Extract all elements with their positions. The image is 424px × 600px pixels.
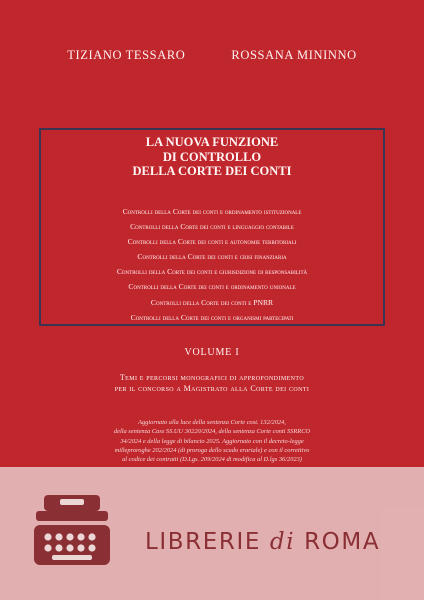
watermark-brand [145,529,380,555]
contents-line: Controlli della Corte dei conti e ordinamento unionale [128,282,296,292]
subtitle-line: Temi e percorsi monografici di approfondimento [119,373,305,382]
note-line: al codice dei contratti (D.Lgs. 209/2024 di modifica al D.lgs 36/2023) [122,456,302,464]
book-title [41,135,383,179]
contents-list [41,204,383,325]
volume-label: VOLUME I [184,347,240,358]
title-line: LA NUOVA FUNZIONE [145,135,279,149]
brand-main: LIBRERIE [145,529,270,555]
note-line: Aggiornato alla luce della sentenza Corte cost. 132/2024, [138,419,286,426]
authors [0,48,424,63]
contents-line: Controlli della Corte dei conti e ordinamento istituzionale [122,207,302,216]
contents-line: Controlli della Corte dei conti e linguaggio contabile [130,222,294,232]
contents-line: Controlli della Corte dei conti e crisi finanziaria [137,252,287,262]
subtitle [0,372,424,394]
note-line: della sentenza Cass SS.UU 30220/2024, della sentenza Corte conti SSRRCO [113,428,311,436]
title-line: DELLA CORTE DEI CONTI [132,164,292,178]
contents-line: Controlli della Corte dei conti e PNRR [150,297,274,307]
contents-line: Controlli della Corte dei conti e autonomie territoriali [127,237,297,247]
brand-end: ROMA [295,529,381,555]
note-line: milleproroghe 202/2024 (di proroga dello scudo erariale) e con il correttivo [114,446,310,454]
subtitle-line: per il concorso a Magistrato alla Corte dei conti [114,384,310,393]
update-note [0,418,424,464]
title-line: DI CONTROLLO [162,149,262,164]
brand-italic: di [269,529,296,555]
author-2: ROSSANA MININNO [231,48,357,62]
watermark-banner [0,467,424,600]
typewriter-icon [30,489,114,573]
title-frame [39,128,385,326]
contents-line: Controlli della Corte dei conti e giurisdizione di responsabilità [116,267,308,277]
note-line: 34/2024 e della legge di bilancio 2025. Aggiornato con il decreto-legge [120,437,304,445]
author-1: TIZIANO TESSARO [67,48,186,62]
contents-line: Controlli della Corte dei conti e organismi partecipati [130,312,294,322]
